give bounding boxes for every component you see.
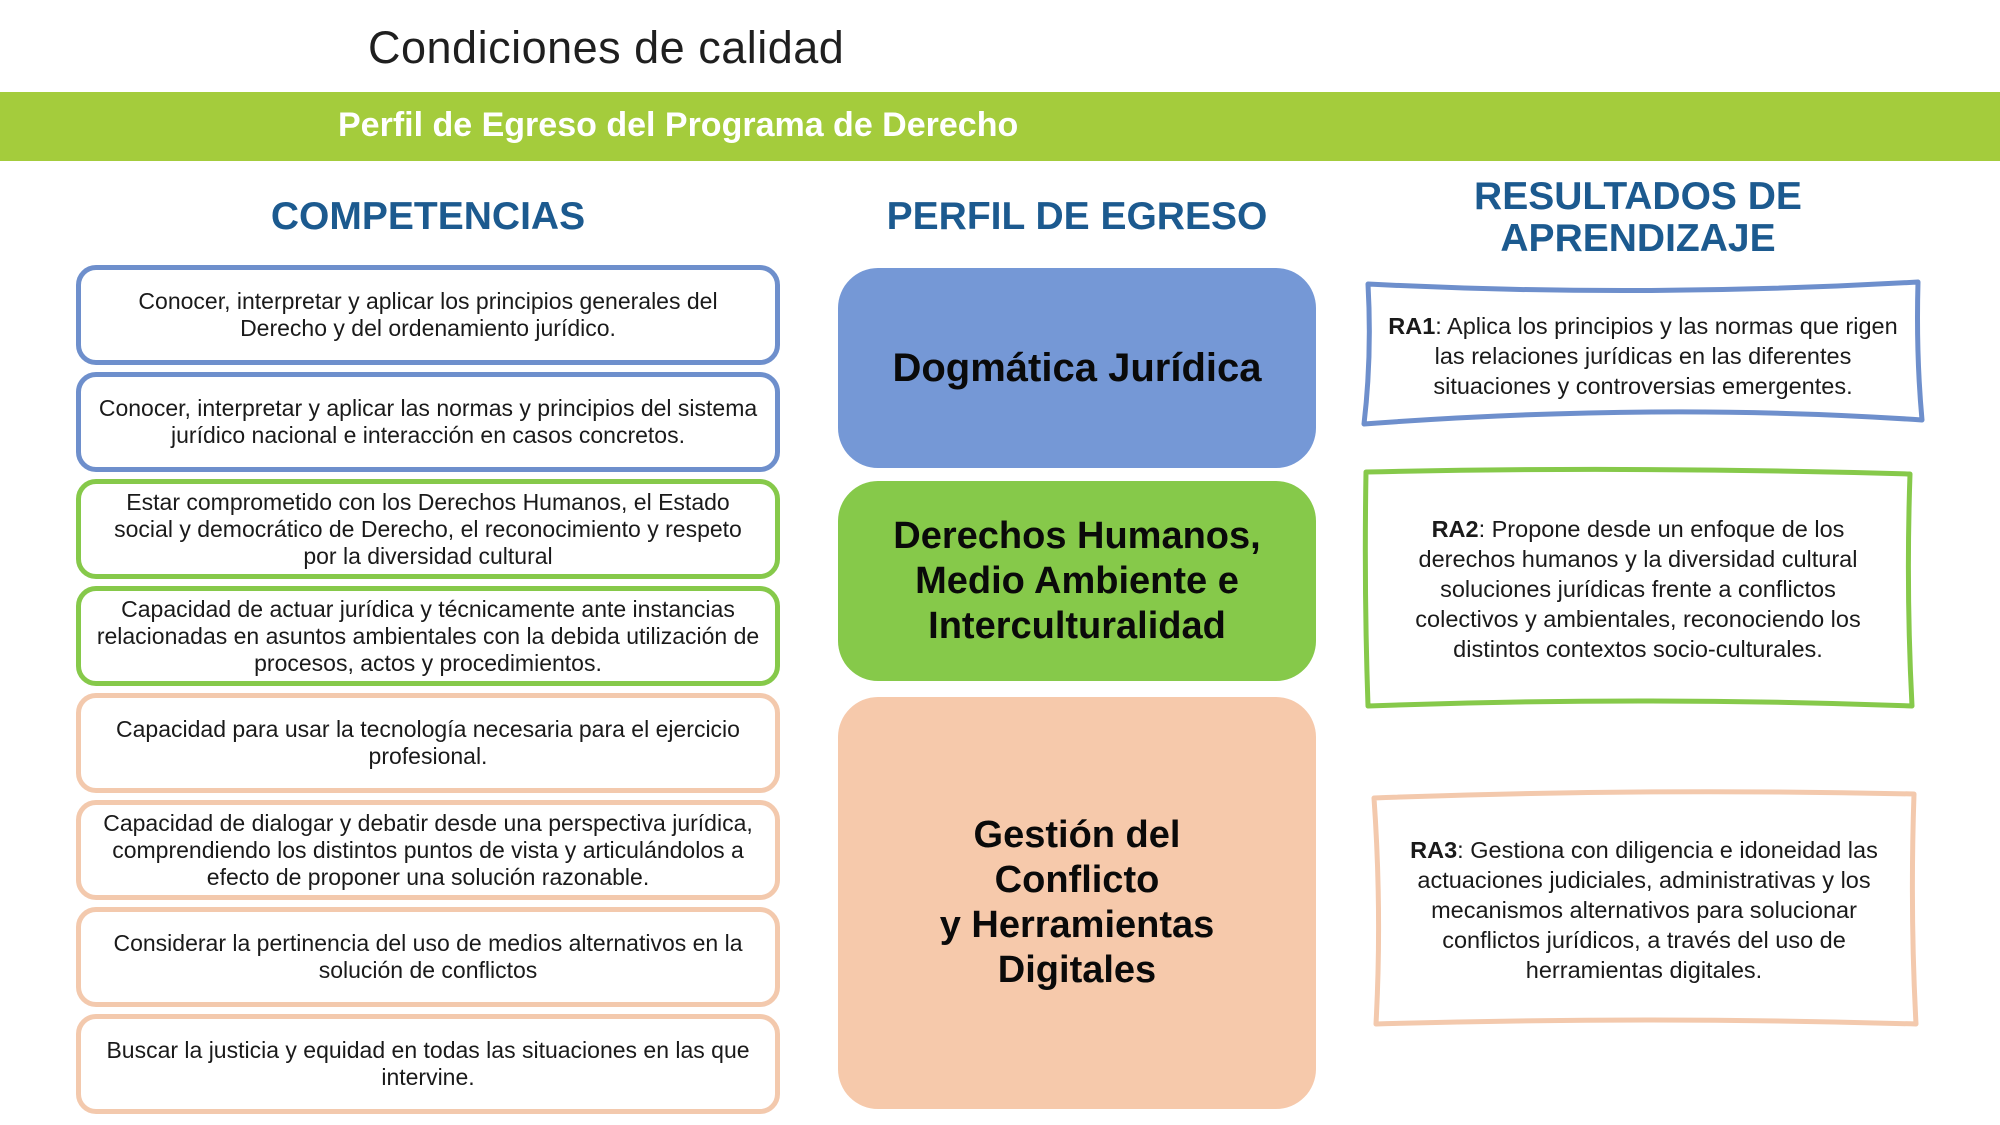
- perfil-derechos-line1: Derechos Humanos,: [893, 514, 1261, 557]
- perfil-gestion-line2: Conflicto: [994, 859, 1160, 901]
- perfil-gestion-conflicto: [838, 697, 1316, 1109]
- competencia-box-4: [76, 586, 780, 686]
- competencia-box-5: [76, 693, 780, 793]
- competencia-text-7: Considerar la pertinencia del uso de medios alternativos en la solución de conflictos: [113, 930, 743, 983]
- resultados-heading-line2: APRENDIZAJE: [1500, 217, 1776, 260]
- ra3-code: RA3: [1410, 837, 1458, 863]
- perfil-derechos-line2: Medio Ambiente e: [915, 559, 1239, 602]
- perfil-dogmatica-label: Dogmática Jurídica: [892, 346, 1262, 390]
- resultados-heading-line1: RESULTADOS DE: [1474, 175, 1802, 218]
- competencia-text-4: Capacidad de actuar jurídica y técnicamente ante instancias relacionadas en asuntos ambientales con la debida utilización de procesos, actos y procedimientos.: [96, 595, 760, 676]
- ra2-text: [1360, 464, 1916, 714]
- ra1-code: RA1: [1388, 313, 1436, 339]
- competencia-text-3: Estar comprometido con los Derechos Humanos, el Estado social y democrático de Derecho, el reconocimiento y respeto por la diversidad cultural: [114, 488, 742, 569]
- competencia-text-2: Conocer, interpretar y aplicar las normas y principios del sistema jurídico nacional e interacción en casos concretos.: [98, 395, 758, 448]
- ra1-text: [1360, 278, 1926, 434]
- resultados-heading: [1360, 176, 1916, 260]
- ra2-box: [1360, 464, 1916, 714]
- perfil-gestion-line1: Gestión del: [973, 814, 1181, 856]
- perfil-derechos-humanos: [838, 481, 1316, 681]
- ra3-text: [1368, 788, 1920, 1032]
- banner: [0, 92, 2000, 161]
- perfil-dogmatica: [838, 268, 1316, 468]
- competencia-box-3: [76, 479, 780, 579]
- ra1-description: : Aplica los principios y las normas que rigen las relaciones jurídicas en las diferentes situaciones y controversias emergentes.: [1433, 313, 1898, 399]
- ra1-box: [1360, 278, 1926, 434]
- competencia-text-8: Buscar la justicia y equidad en todas las situaciones en las que intervine.: [106, 1037, 750, 1090]
- competencias-heading: COMPETENCIAS: [270, 195, 586, 238]
- competencia-text-1: Conocer, interpretar y aplicar los principios generales del Derecho y del ordenamiento jurídico.: [138, 288, 718, 341]
- perfil-heading: PERFIL DE EGRESO: [886, 195, 1268, 238]
- perfil-gestion-line3: y Herramientas: [939, 904, 1215, 946]
- ra2-code: RA2: [1431, 516, 1479, 542]
- competencia-box-1: [76, 265, 780, 365]
- ra3-box: [1368, 788, 1920, 1032]
- competencia-text-5: Capacidad para usar la tecnología necesaria para el ejercicio profesional.: [116, 716, 740, 769]
- competencia-text-6: Capacidad de dialogar y debatir desde una perspectiva jurídica, comprendiendo los distintos puntos de vista y articulándolos a efecto de proponer una solución razonable.: [103, 809, 753, 890]
- competencia-box-8: [76, 1014, 780, 1114]
- competencia-box-6: [76, 800, 780, 900]
- ra2-description: : Propone desde un enfoque de los derechos humanos y la diversidad cultural soluciones jurídicas frente a conflictos colectivos y ambientales, reconociendo los distintos contextos socio-culturales.: [1415, 516, 1861, 662]
- competencia-box-2: [76, 372, 780, 472]
- ra3-description: : Gestiona con diligencia e idoneidad las actuaciones judiciales, administrativas y los mecanismos alternativos para solucionar conflictos jurídicos, a través del uso de herramientas digitales.: [1417, 837, 1878, 983]
- page-title: Condiciones de calidad: [368, 22, 845, 73]
- competencia-box-7: [76, 907, 780, 1007]
- banner-title: Perfil de Egreso del Programa de Derecho: [338, 106, 1019, 144]
- perfil-derechos-line3: Interculturalidad: [928, 604, 1226, 647]
- perfil-gestion-line4: Digitales: [997, 949, 1157, 991]
